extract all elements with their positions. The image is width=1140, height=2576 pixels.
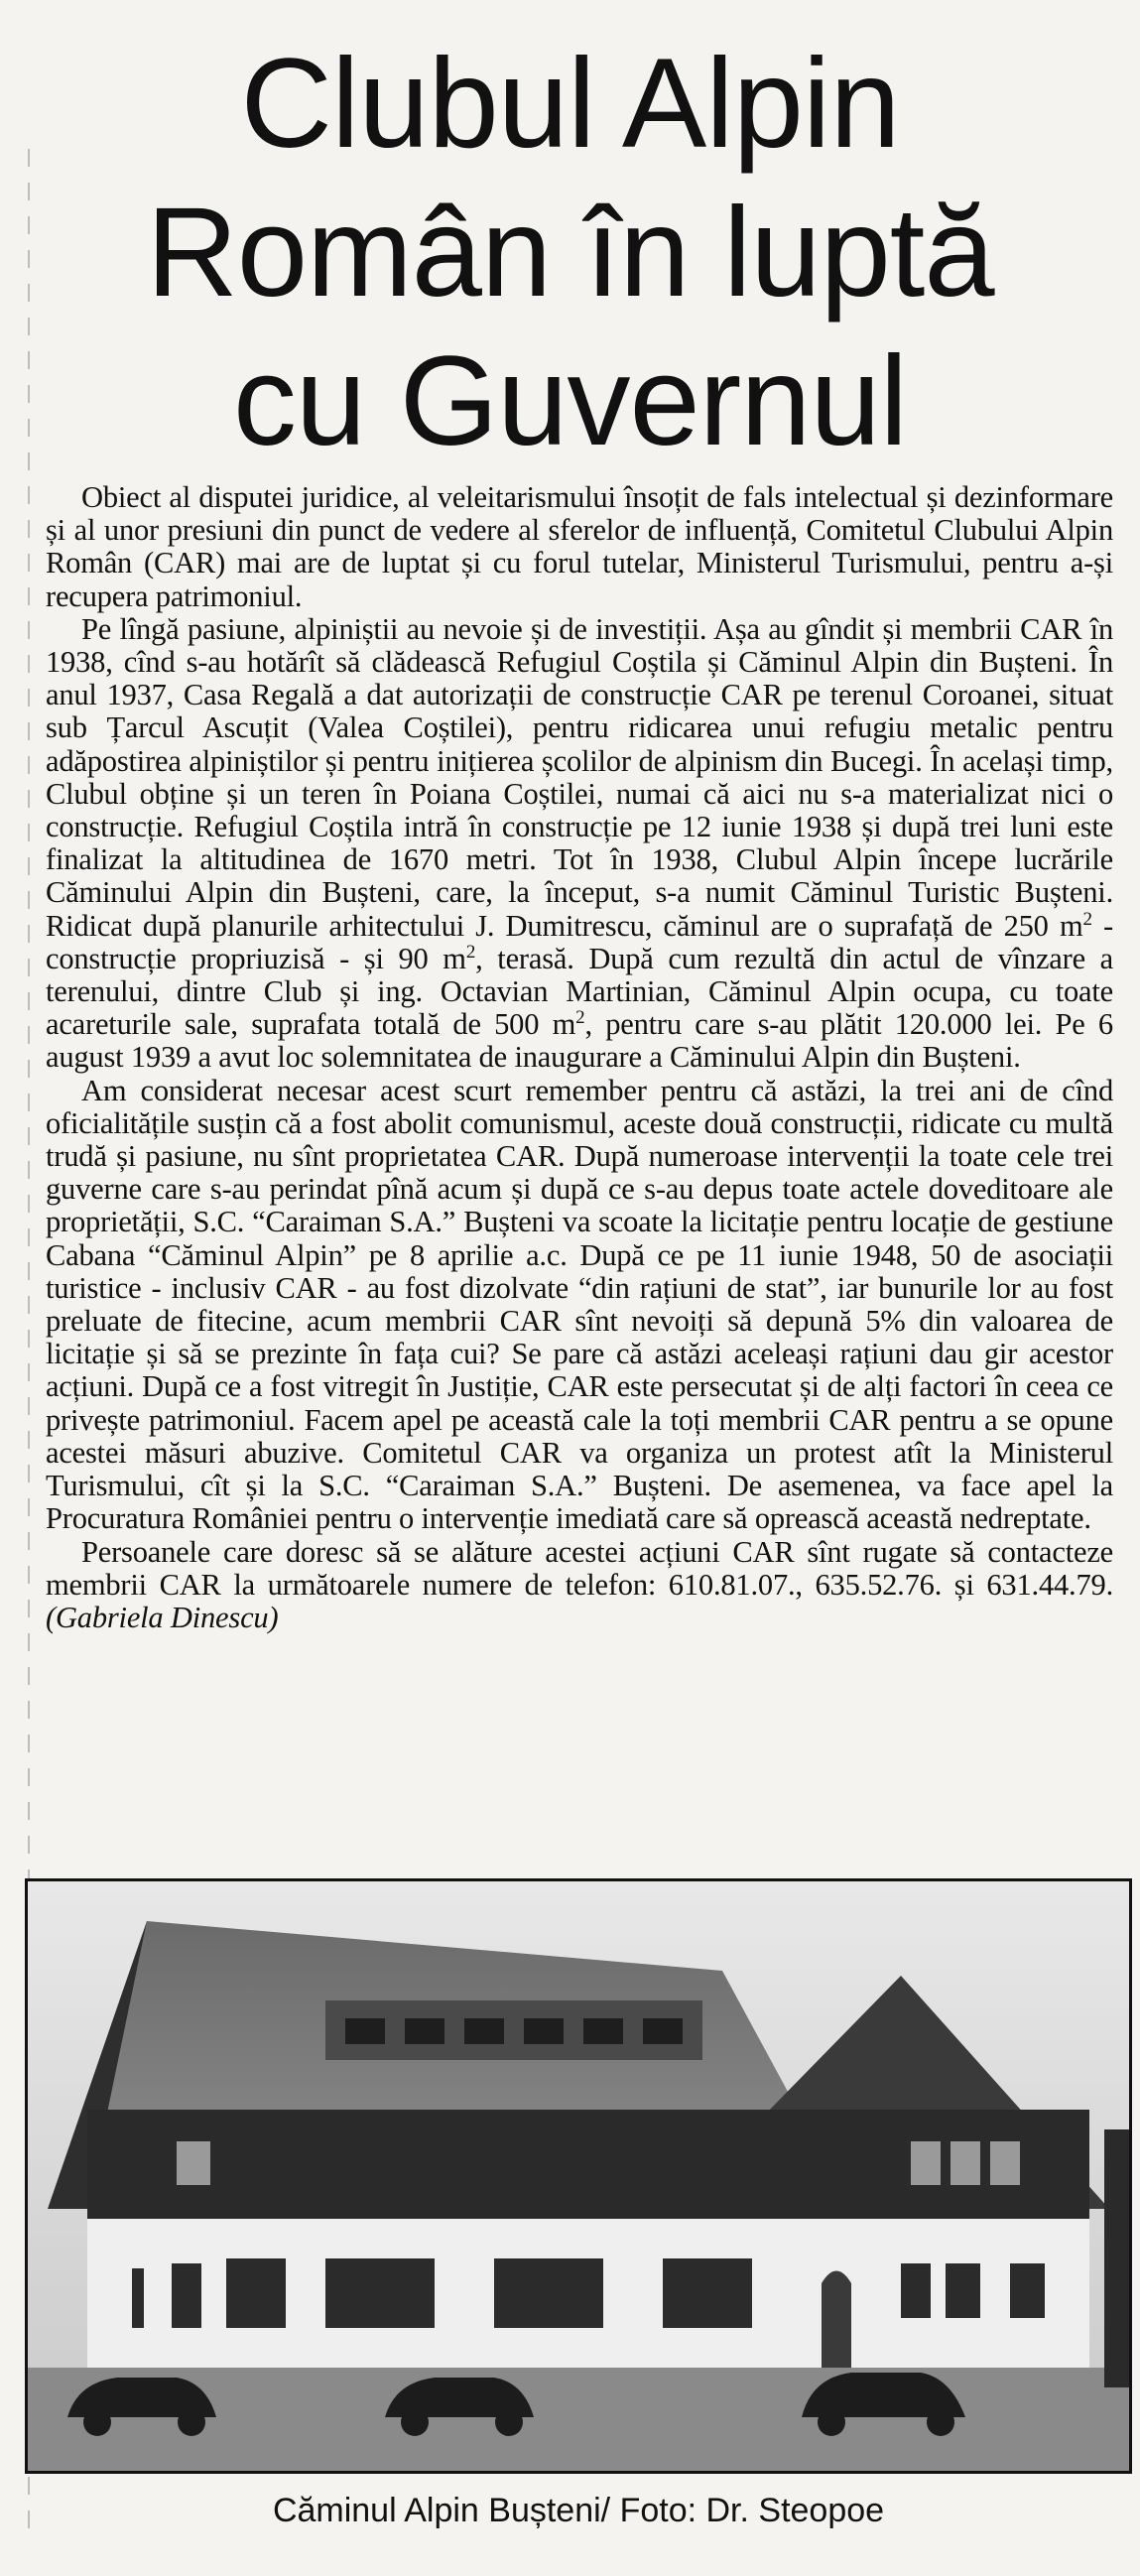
paragraph-1: Obiect al disputei juridice, al veleitarismului însoțit de fals intelectual și dezinformare și al unor presiuni din punct de vedere al sferelor de influență, Comitetul Clubului Alpin Român (CAR) mai are de luptat și cu forul tutelar, Ministerul Turismului, pentru a-și recupera patrimoniul. — [46, 480, 1113, 613]
byline: (Gabriela Dinescu) — [46, 1600, 279, 1634]
paragraph-2-part-4: , pentru care s-au plătit 120.000 lei. Pe 6 august 1939 a avut loc solemnitatea de inaugurare a Căminului Alpin din Bușteni. — [46, 1007, 1113, 1075]
superscript-2: 2 — [1082, 908, 1092, 930]
headline-line-2: Român în luptă — [146, 182, 994, 323]
paragraph-3: Am considerat necesar acest scurt remember pentru că astăzi, la trei ani de cînd oficialitățile susțin că a fost abolit comunismul, aceste două construcții, ridicate cu multă trudă și pasiune, nu sînt proprietatea CAR. După numeroase intervenții la toate cele trei guverne care s-au perindat pînă acum și după ce s-au depus toate actele doveditoare ale proprietății, S.C. “Caraiman S.A.” Bușteni va scoate la licitație pentru locație de gestiune Cabana “Căminul Alpin” pe 8 aprilie a.c. După ce pe 11 iunie 1948, 50 de asociații turistice - inclusiv CAR - au fost dizolvate “din rațiuni de stat”, iar bunurile lor au fost preluate de fitecine, acum membrii CAR sînt nevoiți să depună 5% din valoarea de licitație și să se prezinte în fața cui? Se pare că astăzi aceleași rațiuni dau gir acestor acțiuni. După ce a fost vitregit în Justiție, CAR este persecutat și de alți factori în ceea ce privește patrimoniul. Facem apel pe această cale la toți membrii CAR pentru a se opune acestei măsuri abuzive. Comitetul CAR va organiza un protest atît la Ministerul Turismului, cît și la S.C. “Caraiman S.A.” Bușteni. De asemenea, va face apel la Procuratura României pentru o intervenție imediată care să oprească această nedreptate. — [46, 1073, 1113, 1536]
headline — [40, 30, 1100, 476]
superscript-2: 2 — [465, 941, 476, 963]
superscript-2: 2 — [575, 1007, 585, 1029]
ground-windows — [132, 2258, 1045, 2328]
paragraph-2-part-2: - construcție propriuzisă - și 90 m — [46, 908, 1113, 975]
paragraph-2-part-3: , terasă. După cum rezultă din actul de vînzare a terenului, dintre Club și ing. Octavian Martinian, Căminul Alpin ocupa, cu toate acareturile sale, suprafata totală de 500 m — [46, 941, 1113, 1042]
building-photo — [25, 1878, 1132, 2474]
article-body — [46, 481, 1113, 1634]
headline-line-1: Clubul Alpin — [240, 33, 900, 175]
paragraph-4 — [46, 1536, 1113, 1635]
photo-caption: Căminul Alpin Bușteni/ Foto: Dr. Steopoe — [272, 2492, 885, 2529]
entrance-door — [822, 2271, 851, 2369]
paragraph-4-text: Persoanele care doresc să se alăture acestei acțiuni CAR sînt rugate să contacteze membrii CAR la următoarele numere de telefon: 610.81.07., 635.52.76. și 631.44.79. — [46, 1534, 1113, 1602]
paragraph-2 — [46, 613, 1113, 1075]
chalet-illustration — [28, 1881, 1129, 2471]
headline-line-3: cu Guvernul — [232, 330, 908, 472]
paragraph-2-part-1: Pe lîngă pasiune, alpiniștii au nevoie și de investiții. Așa au gîndit și membrii CAR în 1938, cînd s-au hotărît să clădească Refugiul Coștila și Căminul Alpin din Bușteni. În anul 1937, Casa Regală a dat autorizații de construcție CAR pe terenul Coroanei, situat sub Țarcul Ascuțit (Valea Coștilei), pentru ridicarea unui refugiu metalic pentru adăpostirea alpiniștilor și pentru inițierea școlilor de alpinism din Bucegi. În același timp, Clubul obține și un teren în Poiana Coștilei, numai că aici nu s-a materializat nici o construcție. Refugiul Coștila intră în construcție pe 12 iunie 1938 și după trei luni este finalizat la altitudinea de 1670 metri. Tot în 1938, Clubul Alpin începe lucrările Căminului Alpin din Bușteni, care, la început, s-a numit Căminul Turistic Bușteni. Ridicat după planurile arhitectului J. Dumitrescu, căminul are o suprafață de 250 m — [46, 611, 1113, 943]
tree — [1104, 2129, 1129, 2387]
